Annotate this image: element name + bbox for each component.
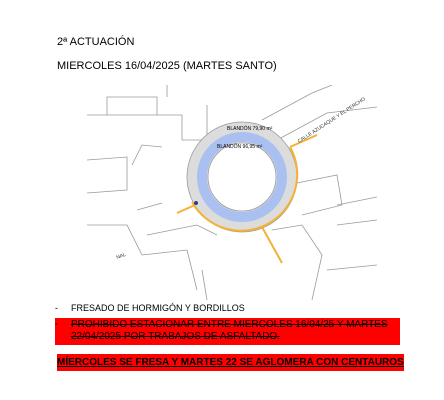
bullet-text: FRESADO DE HORMIGÓN Y BORDILLOS (71, 303, 245, 313)
bullet-prohibido (55, 318, 400, 345)
roundabout-map (87, 85, 377, 300)
street-left-label: NAL (115, 251, 127, 261)
date-line: MIERCOLES 16/04/2025 (MARTES SANTO) (57, 60, 277, 72)
bullet-fresado (55, 303, 245, 313)
notice-banner: MÍERCOLES SE FRESA Y MARTES 22 SE AGLOMERA CON CENTAUROS (57, 354, 404, 371)
bullet-text: PROHIBIDO ESTACIONAR ENTRE MIERCOLES 16/04/25 Y MARTES 22/04/2025 POR TRABAJOS DE ASFALTADO. (71, 319, 388, 342)
outer-area-label: BLANDÓN 79,90 m² (227, 126, 273, 132)
bullet-marker: - (55, 303, 58, 313)
bullet-marker: - (55, 319, 59, 330)
inner-area-label: BLANDÓN 96,95 m² (217, 144, 263, 150)
heading: 2ª ACTUACIÓN (57, 36, 135, 48)
street-right-label: CALLE AZUCAQUE Y EL PERCHO (296, 96, 367, 145)
